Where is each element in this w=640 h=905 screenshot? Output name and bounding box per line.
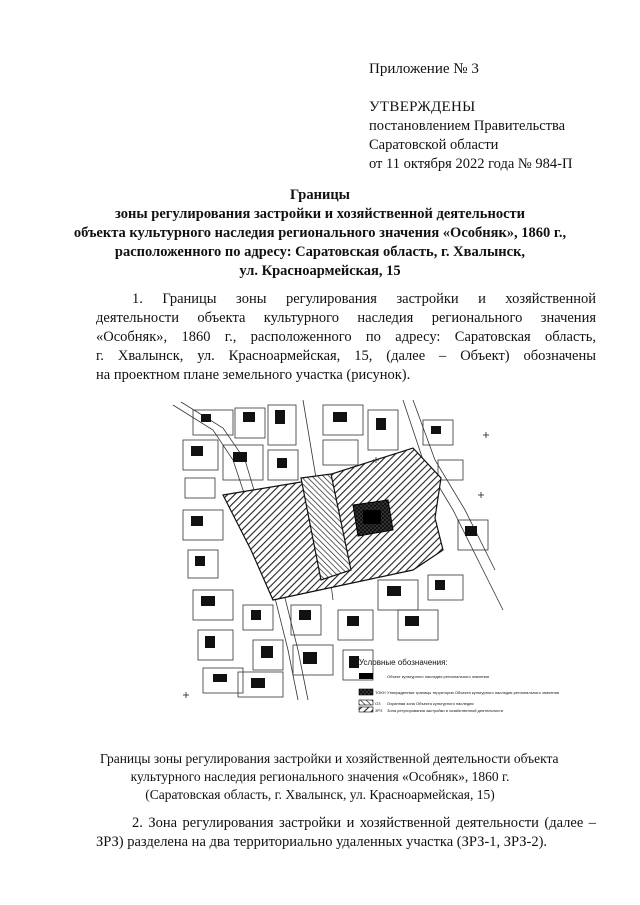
- paragraph-1: [96, 290, 596, 385]
- caption-line: Границы зоны регулирования застройки и хозяйственной деятельности объекта: [100, 751, 559, 766]
- legend-swatch-regulation: [359, 707, 373, 712]
- paragraph-2: [96, 814, 596, 852]
- legend-swatch-heritage: [359, 673, 373, 679]
- document-title: [60, 186, 580, 281]
- title-line: Границы: [289, 187, 350, 203]
- legend-label: Охранная зона Объекта культурного наследия: [387, 701, 474, 706]
- legend-code: ОЗ: [375, 701, 381, 706]
- site-plan-figure: [173, 400, 560, 713]
- title-line: ул. Красноармейская, 15: [239, 263, 401, 279]
- legend-label: Зона регулирования застройки и хозяйственной деятельности: [387, 708, 504, 713]
- legend-code: ТОКН: [375, 690, 386, 695]
- figure-caption: [100, 750, 559, 804]
- paragraph-line: г. Хвалынск, ул. Красноармейская, 15, (далее – Объект) обозначены: [96, 348, 596, 364]
- legend-swatch-territory: [359, 689, 373, 695]
- title-line: зоны регулирования застройки и хозяйственной деятельности: [115, 206, 525, 222]
- legend-title: Условные обозначения:: [359, 658, 448, 667]
- heritage-building: [363, 510, 381, 524]
- paragraph-line: 1. Границы зоны регулирования застройки и хозяйственной: [132, 291, 596, 307]
- caption-line: (Саратовская область, г. Хвалынск, ул. Красноармейская, 15): [145, 787, 495, 802]
- legend-code: ЗРЗ: [375, 708, 383, 713]
- paragraph-line: 2. Зона регулирования застройки и хозяйственной деятельности (далее –: [132, 815, 596, 831]
- legend-label: Объект культурного наследия регионального значения: [387, 674, 489, 679]
- site-plan-map: [173, 400, 560, 713]
- paragraph-line: ЗРЗ) разделена на два территориально удаленных участка (ЗРЗ-1, ЗРЗ-2).: [96, 834, 548, 850]
- appendix-number: Приложение № 3: [369, 61, 479, 77]
- approval-details: [369, 117, 572, 174]
- approval-line: постановлением Правительства: [369, 118, 566, 134]
- paragraph-line: деятельности объекта культурного наследия регионального значения: [96, 310, 596, 326]
- title-line: расположенного по адресу: Саратовская область, г. Хвалынск,: [114, 244, 526, 260]
- caption-line: культурного наследия регионального значения «Особняк», 1860 г.: [130, 769, 510, 784]
- approved-heading: УТВЕРЖДЕНЫ: [369, 99, 476, 115]
- legend-label: Утвержденные границы территории Объекта культурного наследия регионального значения: [387, 690, 560, 695]
- paragraph-line: на проектном плане земельного участка (рисунок).: [96, 367, 411, 383]
- title-line: объекта культурного наследия регионального значения «Особняк», 1860 г.,: [73, 225, 567, 241]
- paragraph-line: «Особняк», 1860 г., расположенного по адресу: Саратовская область,: [96, 329, 596, 345]
- legend-swatch-protection: [359, 700, 373, 705]
- approval-line: от 11 октября 2022 года № 984-П: [369, 156, 573, 172]
- approval-line: Саратовской области: [369, 137, 499, 153]
